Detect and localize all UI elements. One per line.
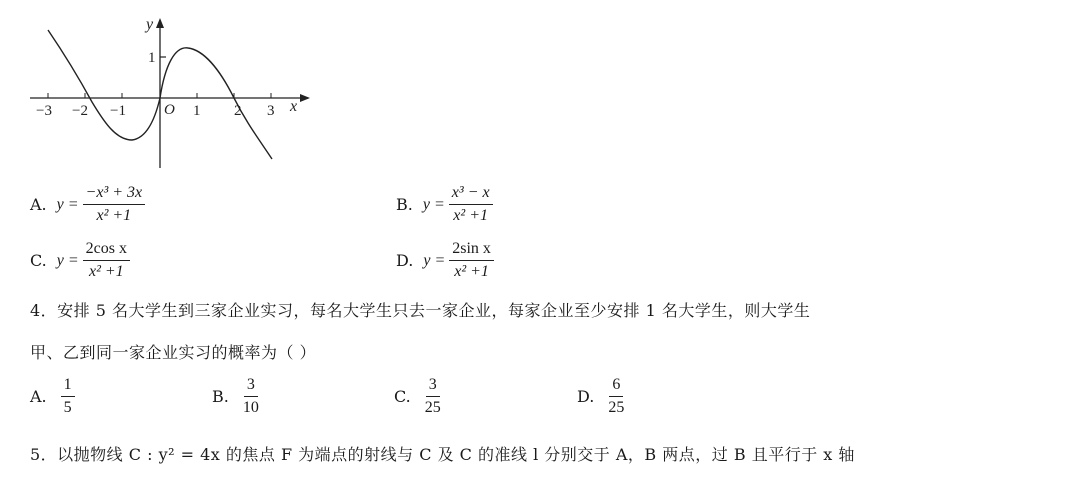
- option-fraction: [83, 184, 146, 225]
- q4-option-d[interactable]: [577, 376, 624, 417]
- option-label: C.: [30, 251, 47, 270]
- q3-option-b[interactable]: [396, 184, 493, 225]
- fraction-numerator: −x³ + 3x: [83, 184, 146, 205]
- option-label: A.: [30, 387, 47, 406]
- fraction-numerator: 3: [244, 376, 258, 397]
- q3-option-a[interactable]: [30, 184, 145, 225]
- x-tick-label: 1: [193, 103, 201, 119]
- option-lhs: y =: [56, 251, 79, 269]
- fraction-numerator: x³ − x: [449, 184, 493, 205]
- origin-label: O: [164, 102, 175, 118]
- q4-option-c[interactable]: [394, 376, 441, 417]
- fraction-numerator: 6: [609, 376, 623, 397]
- fraction-denominator: 5: [63, 399, 72, 416]
- fraction-numerator: 2cos x: [83, 240, 130, 261]
- fraction-numerator: 3: [426, 376, 440, 397]
- option-fraction: [61, 376, 75, 417]
- option-label: D.: [577, 387, 595, 406]
- fraction-denominator: x² +1: [453, 207, 488, 224]
- q4-stem-line1: 4．安排 5 名大学生到三家企业实习，每名大学生只去一家企业，每家企业至少安排 1 名大学生，则大学生: [30, 301, 811, 320]
- x-axis-label: x: [290, 98, 298, 115]
- y-axis-label: y: [146, 16, 154, 33]
- x-tick-label: 2: [234, 103, 242, 119]
- q4-option-b[interactable]: [212, 376, 259, 417]
- option-fraction: [608, 376, 624, 417]
- option-label: D.: [396, 251, 414, 270]
- fraction-denominator: 10: [242, 399, 259, 416]
- function-graph: [20, 10, 320, 175]
- fraction-denominator: x² +1: [96, 207, 132, 224]
- q3-option-c[interactable]: [30, 240, 130, 281]
- y-axis-arrow-icon: [156, 18, 164, 28]
- option-fraction: [83, 240, 130, 281]
- x-tick-label: −1: [110, 103, 126, 119]
- fraction-denominator: x² +1: [454, 263, 489, 280]
- option-label: C.: [394, 387, 411, 406]
- q5-stem-line1: 5．以抛物线 C : y² = 4x 的焦点 F 为端点的射线与 C 及 C 的准线 l 分别交于 A，B 两点，过 B 且平行于 x 轴: [30, 445, 855, 464]
- option-lhs: y =: [423, 251, 446, 269]
- q4-option-a[interactable]: [30, 376, 75, 417]
- option-label: A.: [30, 195, 47, 214]
- option-lhs: y =: [422, 195, 445, 213]
- option-fraction: [425, 376, 441, 417]
- q3-option-d[interactable]: [396, 240, 494, 281]
- x-tick-label: 3: [267, 103, 275, 119]
- option-label: B.: [396, 195, 413, 214]
- fraction-numerator: 1: [61, 376, 75, 397]
- y-tick-label: 1: [148, 50, 156, 66]
- fraction-denominator: 25: [608, 399, 625, 416]
- x-tick-label: −3: [36, 103, 52, 119]
- option-lhs: y =: [56, 195, 79, 213]
- fraction-denominator: x² +1: [88, 263, 124, 280]
- fraction-denominator: 25: [424, 399, 441, 416]
- fraction-numerator: 2sin x: [449, 240, 494, 261]
- option-label: B.: [212, 387, 229, 406]
- x-tick-label: −2: [72, 103, 88, 119]
- option-fraction: [449, 240, 494, 281]
- x-axis-arrow-icon: [300, 94, 310, 102]
- option-fraction: [449, 184, 493, 225]
- option-fraction: [243, 376, 259, 417]
- q4-stem-line2: 甲、乙到同一家企业实习的概率为（ ）: [30, 343, 317, 362]
